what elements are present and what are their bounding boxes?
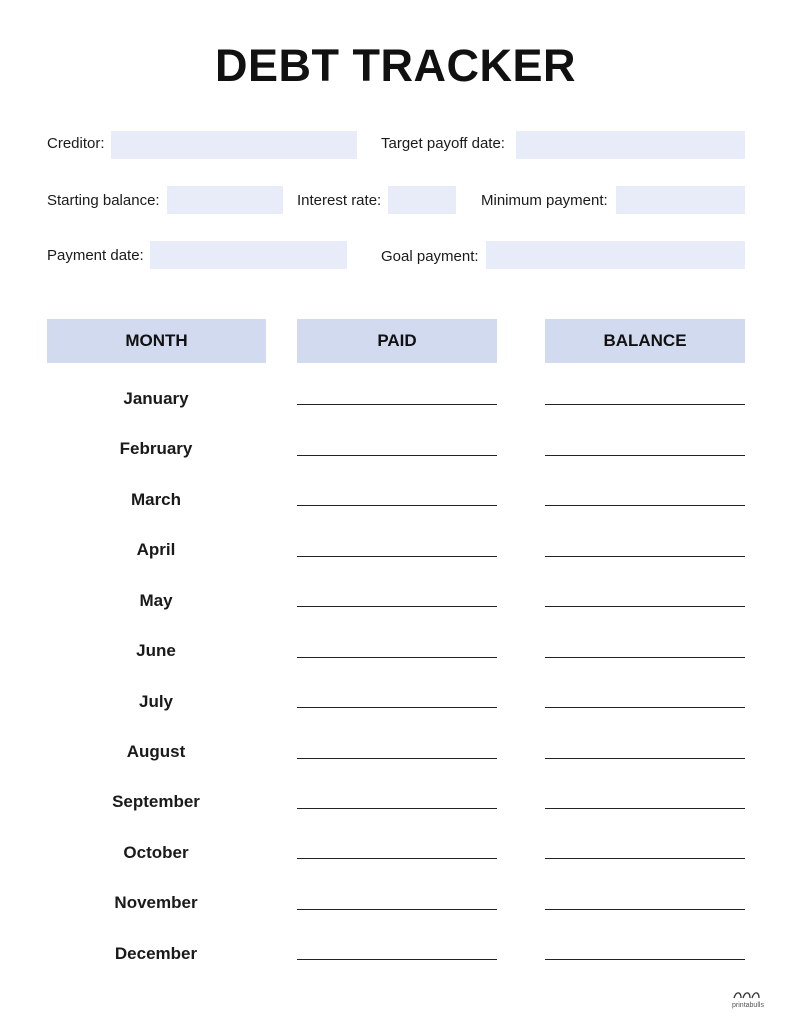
balance-entry-line[interactable] [545,858,745,859]
paid-entry-line[interactable] [297,657,497,658]
balance-entry-line[interactable] [545,606,745,607]
month-label: October [123,843,189,862]
creditor-label: Creditor: [47,135,105,152]
month-label: November [114,893,198,912]
brand-logo [724,990,772,1009]
paid-entry-line[interactable] [297,858,497,859]
month-label: May [139,591,173,610]
paid-entry-line[interactable] [297,455,497,456]
balance-entry-line[interactable] [545,808,745,809]
balance-entry-line[interactable] [545,455,745,456]
starting-balance-label: Starting balance: [47,192,160,209]
minimum-payment-field[interactable] [616,186,745,214]
balance-entry-line[interactable] [545,556,745,557]
balance-entry-line[interactable] [545,959,745,960]
page-title: DEBT TRACKER [215,40,576,91]
interest-rate-field[interactable] [388,186,456,214]
paid-entry-line[interactable] [297,758,497,759]
month-label: December [114,944,198,963]
paid-entry-line[interactable] [297,909,497,910]
paid-column-header: PAID [297,319,497,363]
goal-payment-label: Goal payment: [381,248,479,265]
month-label: February [119,439,193,458]
target-payoff-date-label: Target payoff date: [381,135,505,152]
month-column-header: MONTH [47,319,266,363]
minimum-payment-label: Minimum payment: [481,192,608,209]
paid-entry-line[interactable] [297,606,497,607]
month-label: January [123,389,189,408]
month-label: September [112,792,200,811]
paid-entry-line[interactable] [297,404,497,405]
balance-entry-line[interactable] [545,505,745,506]
bull-logo-icon [724,990,772,1002]
paid-entry-line[interactable] [297,959,497,960]
payment-date-field[interactable] [150,241,347,269]
month-label: August [126,742,186,761]
balance-entry-line[interactable] [545,657,745,658]
target-payoff-date-field[interactable] [516,131,745,159]
month-label: June [136,641,176,660]
paid-entry-line[interactable] [297,556,497,557]
month-label: April [136,540,176,559]
balance-entry-line[interactable] [545,707,745,708]
brand-name: printabulls [732,1002,764,1009]
paid-entry-line[interactable] [297,505,497,506]
balance-column-header: BALANCE [545,319,745,363]
month-label: March [130,490,182,509]
payment-date-label: Payment date: [47,247,144,264]
paid-entry-line[interactable] [297,808,497,809]
balance-entry-line[interactable] [545,404,745,405]
balance-entry-line[interactable] [545,758,745,759]
starting-balance-field[interactable] [167,186,283,214]
interest-rate-label: Interest rate: [297,192,382,209]
goal-payment-field[interactable] [486,241,745,269]
balance-entry-line[interactable] [545,909,745,910]
paid-entry-line[interactable] [297,707,497,708]
creditor-field[interactable] [111,131,357,159]
month-label: July [138,692,174,711]
